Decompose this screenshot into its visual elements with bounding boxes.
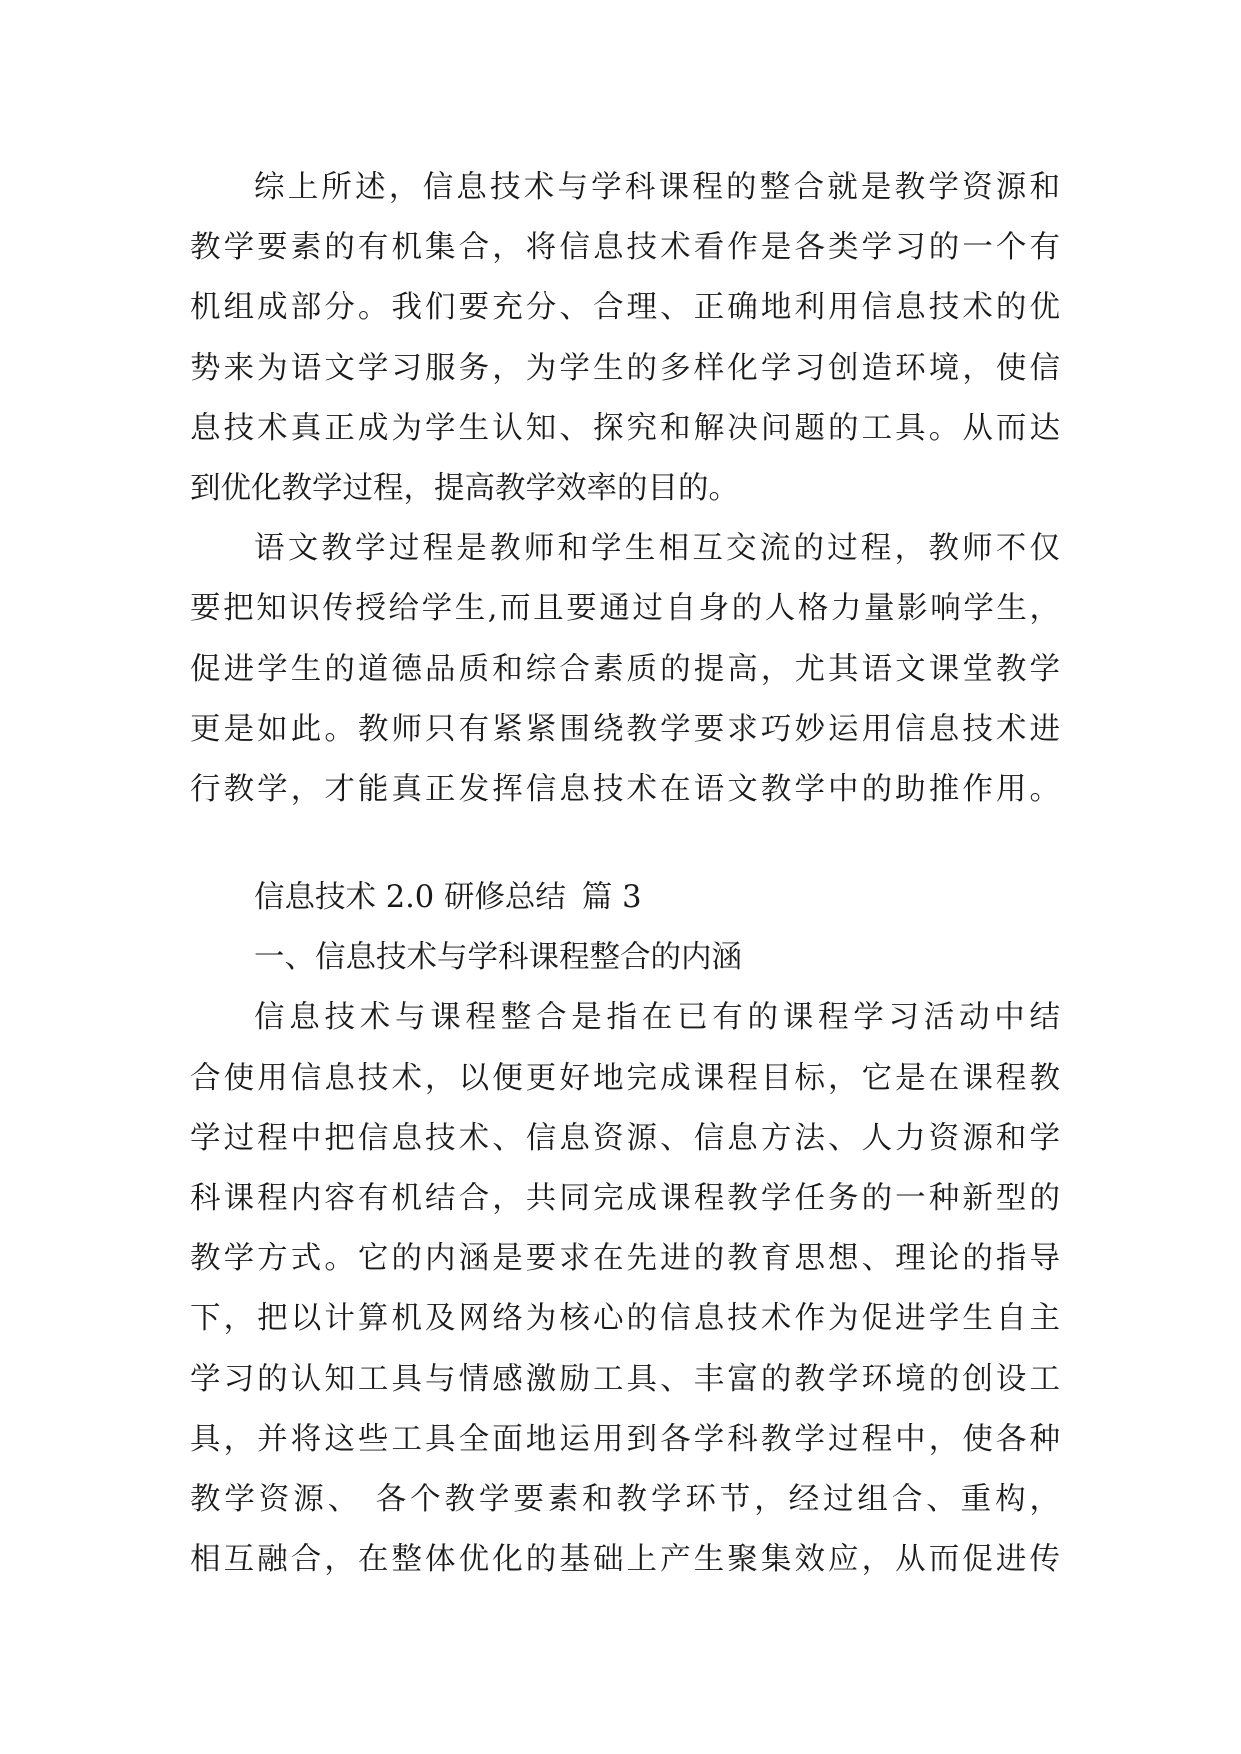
paragraph-line: 息技术真正成为学生认知、探究和解决问题的工具。从而达	[190, 410, 1060, 446]
paragraph-teaching-process	[190, 519, 1060, 820]
section-spacer	[190, 820, 1060, 868]
paragraph-line: 教学资源、 各个教学要素和教学环节，经过组合、重构，	[190, 1481, 1060, 1517]
paragraph-line: 信息技术与课程整合是指在已有的课程学习活动中结	[254, 1000, 1060, 1036]
paragraph-line: 学习的认知工具与情感激励工具、丰富的教学环境的创设工	[190, 1361, 1060, 1397]
paragraph-line: 下，把以计算机及网络为核心的信息技术作为促进学生自主	[190, 1301, 1060, 1337]
paragraph-line: 语文教学过程是教师和学生相互交流的过程，教师不仅	[254, 531, 1060, 567]
paragraph-line: 合使用信息技术，以便更好地完成课程目标，它是在课程教	[190, 1060, 1060, 1096]
paragraph-line: 综上所述，信息技术与学科课程的整合就是教学资源和	[254, 170, 1060, 205]
paragraph-integration-meaning	[190, 988, 1060, 1590]
paragraph-line: 机组成部分。我们要充分、合理、正确地利用信息技术的优	[190, 290, 1060, 326]
paragraph-line: 教学要素的有机集合，将信息技术看作是各类学习的一个有	[190, 230, 1060, 266]
paragraph-line: 具，并将这些工具全面地运用到各学科教学过程中，使各种	[190, 1421, 1060, 1457]
paragraph-line: 更是如此。教师只有紧紧围绕教学要求巧妙运用信息技术进	[190, 711, 1060, 747]
paragraph-line: 学过程中把信息技术、信息资源、信息方法、人力资源和学	[190, 1120, 1060, 1156]
paragraph-line: 科课程内容有机结合，共同完成课程教学任务的一种新型的	[190, 1181, 1060, 1216]
paragraph-line: 相互融合，在整体优化的基础上产生聚集效应，从而促进传	[190, 1542, 1060, 1578]
section-part-label: 篇 3	[581, 880, 642, 916]
paragraph-line: 势来为语文学习服务，为学生的多样化学习创造环境，使信	[190, 350, 1060, 386]
paragraph-line: 到优化教学过程，提高教学效率的目的。	[190, 470, 739, 506]
paragraph-line: 促进学生的道德品质和综合素质的提高，尤其语文课堂教学	[190, 651, 1060, 687]
document-body	[190, 158, 1060, 1590]
section-title-text: 信息技术 2.0 研修总结	[254, 880, 566, 916]
paragraph-summary	[190, 158, 1060, 519]
subheading: 一、信息技术与学科课程整合的内涵	[254, 940, 742, 976]
paragraph-line: 行教学，才能真正发挥信息技术在语文教学中的助推作用。	[190, 771, 1060, 807]
section-title	[190, 868, 1060, 928]
paragraph-line: 教学方式。它的内涵是要求在先进的教育思想、理论的指导	[190, 1241, 1060, 1277]
paragraph-line: 要把知识传授给学生,而且要通过自身的人格力量影响学生，	[190, 591, 1060, 627]
